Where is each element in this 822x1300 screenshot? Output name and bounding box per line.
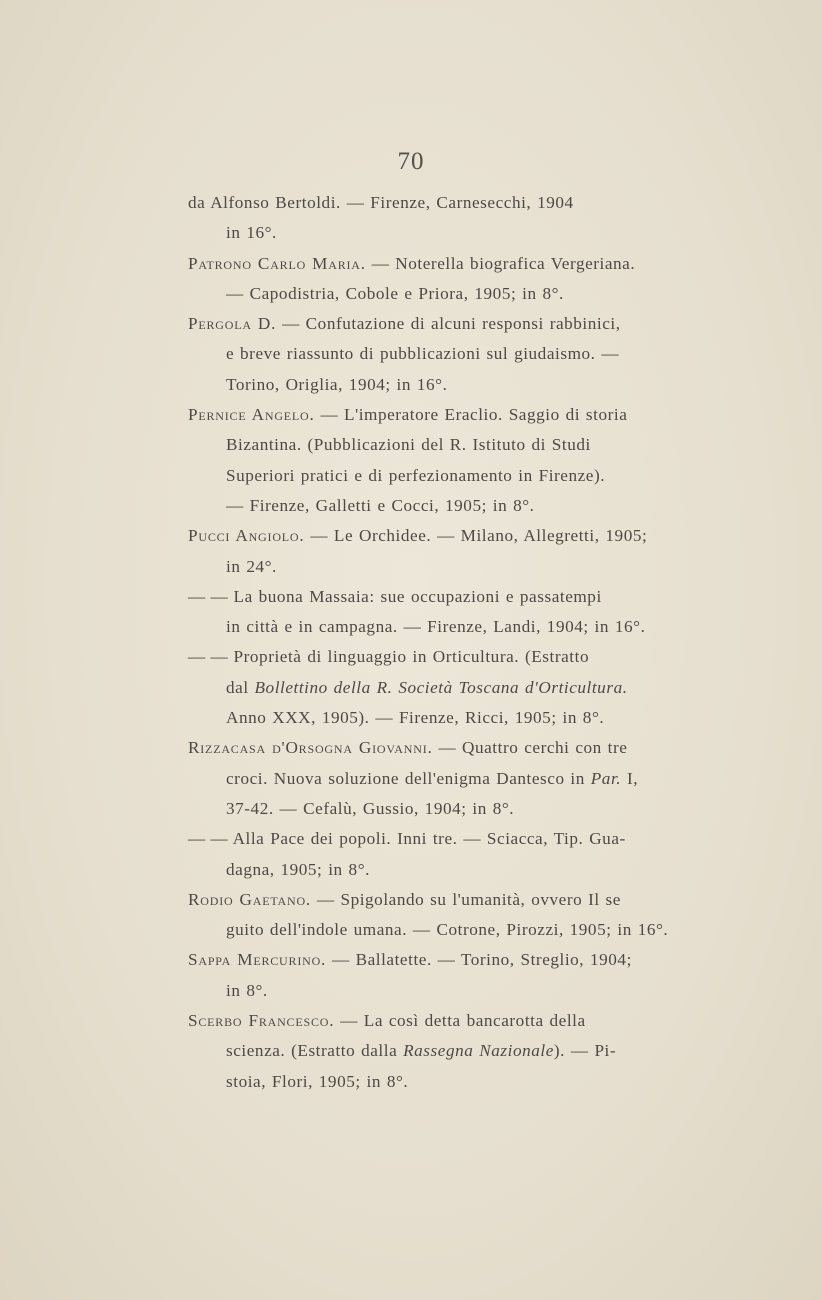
entry-text: croci. Nuova soluzione dell'enigma Dantesco in [226,768,591,788]
entry-text: — La così detta bancarotta della [334,1011,586,1031]
entry-line: in 16°. [226,223,277,243]
entry-text: — Capodistria, Cobole e Priora, 1905; in 8°. [226,283,564,303]
entry-author: Pucci Angiolo. [188,526,305,546]
bibliography-entry [188,733,676,824]
entry-author: Scerbo Francesco. [188,1011,335,1031]
entry-text: — Quattro cerchi con tre [432,738,628,758]
entry-text: Bizantina. (Pubblicazioni del R. Istituto di Studi [226,435,591,455]
entry-text: Anno XXX, 1905). — Firenze, Ricci, 1905; in 8°. [226,708,605,728]
entry-line: da Alfonso Bertoldi. — Firenze, Carnesecchi, 1904 [188,193,574,212]
entry-author-ditto: — — [188,647,228,667]
bibliography-entry [188,885,676,946]
entry-author-ditto: — — [188,829,228,849]
entry-text: Alla Pace dei popoli. Inni tre. — Sciacca, Tip. Gua- [227,829,626,849]
entry-text: 37-42. — Cefalù, Gussio, 1904; in 8°. [226,798,515,818]
entry-text: in città e in campagna. — Firenze, Landi, 1904; in 16°. [226,617,646,637]
entry-author: Rodio Gaetano. [188,889,312,909]
entry-text: — L'imperatore Eraclio. Saggio di storia [314,405,628,425]
entry-author: Pernice Angelo. [188,405,315,425]
entry-text: dal [226,677,255,697]
entry-text: guito dell'indole umana. — Cotrone, Pirozzi, 1905; in 16°. [226,920,669,940]
entry-text: Proprietà di linguaggio in Orticultura. (Estratto [227,647,590,667]
entry-text: dagna, 1905; in 8°. [226,859,370,879]
entry-italic-title: Rassegna Nazionale [403,1041,554,1061]
bibliography-entry [188,249,676,310]
bibliography-entry [188,400,676,521]
entry-italic-title: Bollettino della R. Società Toscana d'Orticultura. [254,677,628,697]
entry-text: e breve riassunto di pubblicazioni sul giudaismo. — [226,344,620,364]
entry-author-ditto: — — [188,586,228,606]
entry-author: Rizzacasa d'Orsogna Giovanni. [188,738,433,758]
entry-text: — Le Orchidee. — Milano, Allegretti, 1905; [304,526,648,546]
bibliography-list [188,188,676,1097]
entry-text: La buona Massaia: sue occupazioni e passatempi [227,586,602,606]
entry-text: — Firenze, Galletti e Cocci, 1905; in 8°. [226,495,535,515]
entry-text: scienza. (Estratto dalla [226,1041,404,1061]
entry-text: stoia, Flori, 1905; in 8°. [226,1071,409,1091]
entry-text: I, [621,768,639,788]
bibliography-entry [188,945,676,1006]
entry-author: Patrono Carlo Maria. [188,253,366,273]
entry-text: — Noterella biografica Vergeriana. [365,253,636,273]
entry-author: Sappa Mercurino. [188,950,327,970]
entry-text: Superiori pratici e di perfezionamento in Firenze). [226,465,606,485]
bibliography-entry [188,309,676,400]
entry-text: — Ballatette. — Torino, Streglio, 1904; [326,950,632,970]
bibliography-entry [188,642,676,733]
bibliography-entry [188,1006,676,1097]
entry-text: Torino, Origlia, 1904; in 16°. [226,374,448,394]
entry-text: — Confutazione di alcuni responsi rabbinici, [276,314,621,334]
entry-author: Pergola D. [188,314,277,334]
bibliography-entry [188,188,676,249]
entry-italic-title: Par. [590,768,622,788]
bibliography-entry [188,824,676,885]
entry-text: — Spigolando su l'umanità, ovvero Il se [311,889,621,909]
bibliography-entry [188,582,676,643]
entry-text: ). — Pi- [553,1041,617,1061]
bibliography-entry [188,521,676,582]
entry-text: in 8°. [226,980,268,1000]
page-number: 70 [397,148,425,175]
entry-text: in 24°. [226,556,277,576]
